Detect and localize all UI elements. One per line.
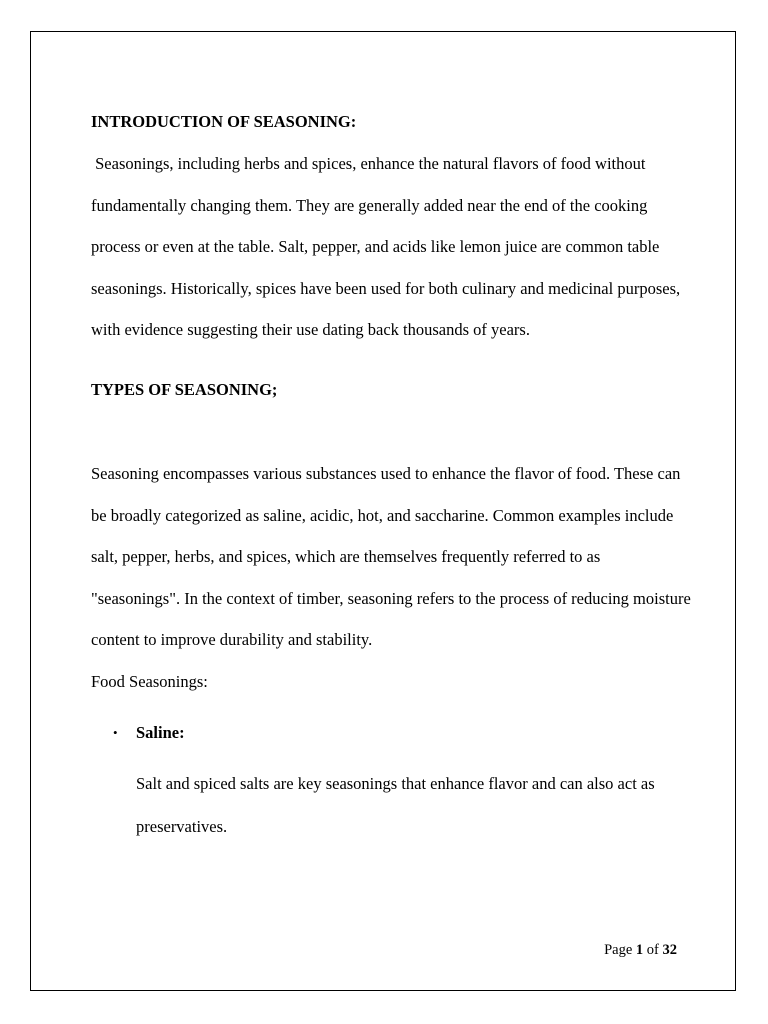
list-item-saline — [91, 722, 691, 744]
page-number-footer — [604, 942, 677, 959]
page-content — [91, 112, 691, 848]
section-heading-types: TYPES OF SEASONING; — [91, 379, 278, 399]
food-seasonings-label: Food Seasonings: — [91, 671, 208, 691]
bullet-icon: • — [113, 724, 118, 740]
document-page — [30, 31, 736, 991]
bullet-body-saline: Salt and spiced salts are key seasonings that enhance flavor and can also act as preservatives. — [136, 773, 655, 836]
footer-total-pages: 32 — [662, 942, 677, 958]
types-paragraph: Seasoning encompasses various substances used to enhance the flavor of food. These can be broadly categorized as saline, acidic, hot, and saccharine. Common examples include salt, pepper, herbs, and spices, which are themselves frequently referred to as "seasonings". In the context of timber, seasoning refers to the process of reducing moisture content to improve durability and stability. — [91, 463, 691, 650]
footer-middle: of — [643, 942, 663, 958]
footer-current-page: 1 — [635, 942, 644, 958]
introduction-paragraph: Seasonings, including herbs and spices, enhance the natural flavors of food without fundamentally changing them. They are generally added near the end of the cooking process or even at the table. Salt, pepper, and acids like lemon juice are common table seasonings. Historically, spices have been used for both culinary and medicinal purposes, with evidence suggesting their use dating back thousands of years. — [91, 154, 685, 340]
section-heading-introduction: INTRODUCTION OF SEASONING: — [91, 112, 357, 131]
bullet-title: Saline: — [136, 722, 185, 742]
footer-prefix: Page — [604, 942, 636, 958]
